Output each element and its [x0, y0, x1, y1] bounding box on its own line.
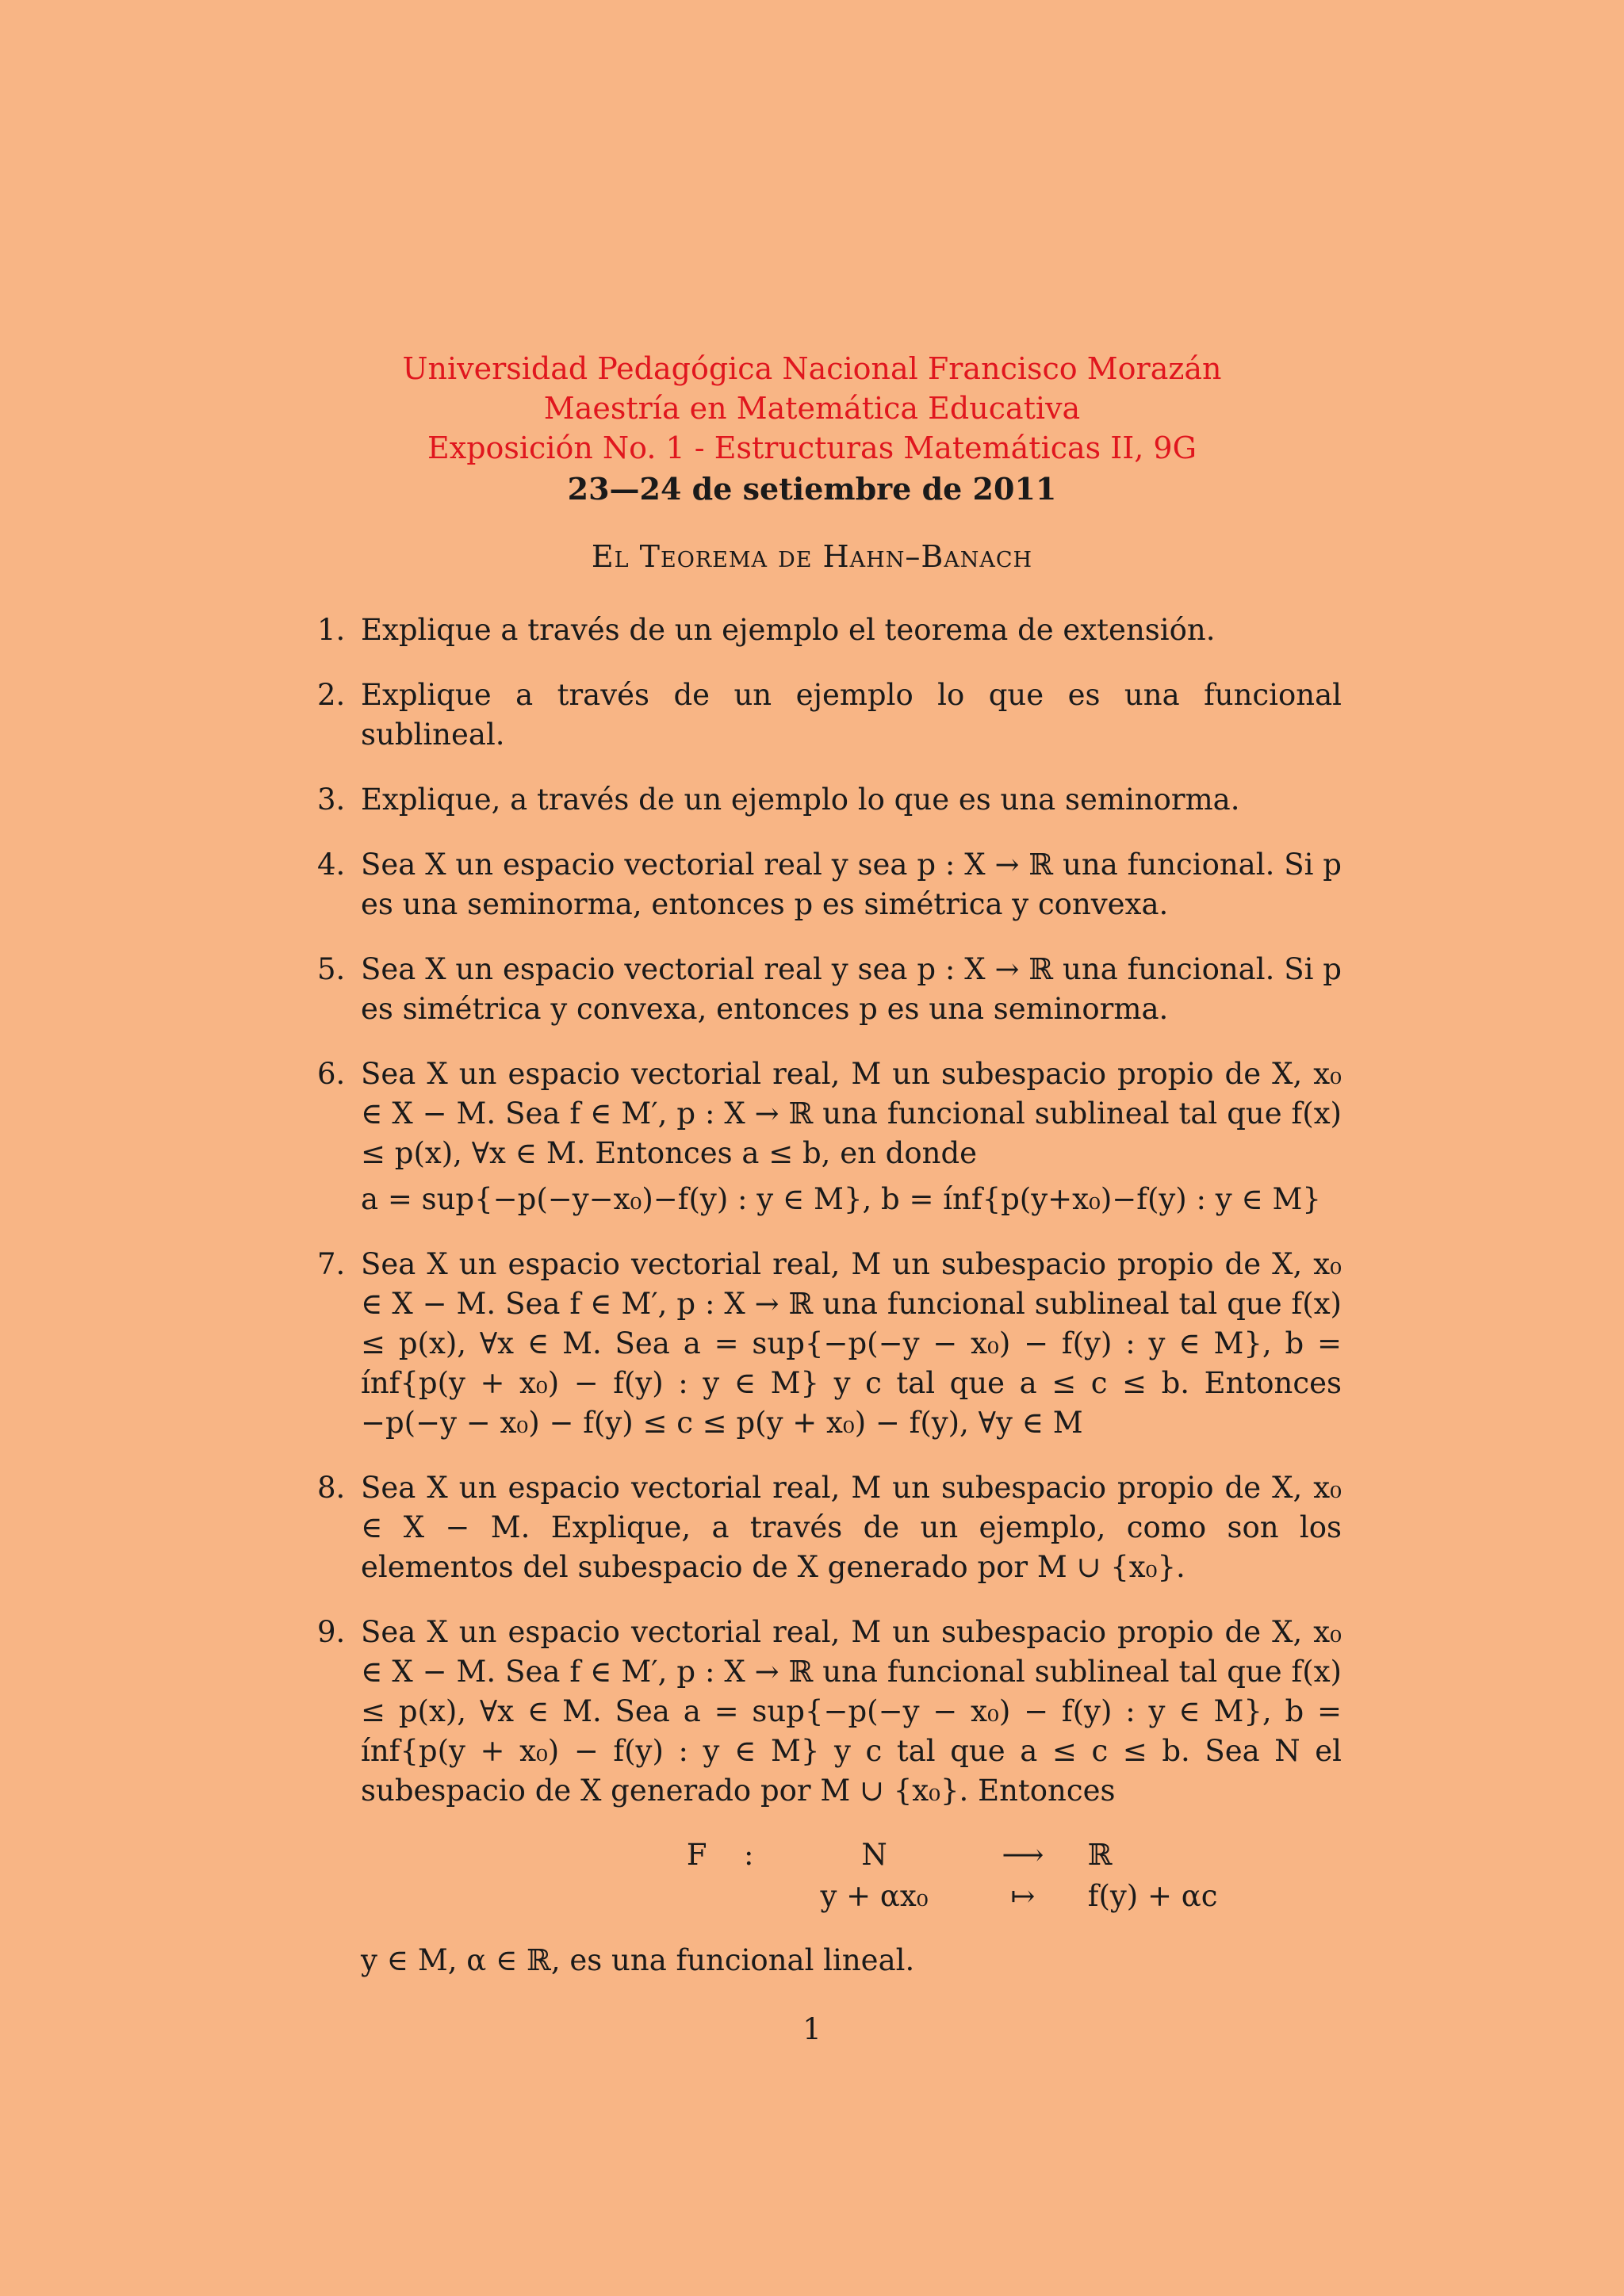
date-line: 23—24 de setiembre de 2011	[567, 471, 1057, 507]
item-number: 6.	[317, 1057, 346, 1091]
item-number: 3.	[317, 783, 346, 817]
list-item	[317, 845, 1342, 924]
item-text: Sea X un espacio vectorial real, M un subespacio propio de X, x₀ ∈ X − M. Sea f ∈ M′, p : X → ℝ una funcional sublineal tal que f(x) ≤ p(x), ∀x ∈ M. Sea a = sup{−p(−y − x₀) − f(y) : y ∈ M}, b = ínf{p(y + x₀) − f(y) : y ∈ M} y c tal que a ≤ c ≤ b. Entonces −p(−y − x₀) − f(y) ≤ c ≤ p(y + x₀) − f(y), ∀y ∈ M	[361, 1247, 1342, 1440]
item-text: Sea X un espacio vectorial real y sea p : X → ℝ una funcional. Si p es una seminorma, entonces p es simétrica y convexa.	[361, 848, 1342, 921]
program-name: Maestría en Matemática Educativa	[543, 391, 1081, 426]
list-item	[317, 610, 1342, 650]
page-number: 1	[802, 2012, 822, 2046]
map-mapsto: ↦	[1010, 1879, 1036, 1913]
mapping-row	[361, 1876, 1342, 1917]
item-text: Sea X un espacio vectorial real, M un subespacio propio de X, x₀ ∈ X − M. Sea f ∈ M′, p : X → ℝ una funcional sublineal tal que f(x) ≤ p(x), ∀x ∈ M. Sea a = sup{−p(−y − x₀) − f(y) : y ∈ M}, b = ínf{p(y + x₀) − f(y) : y ∈ M} y c tal que a ≤ c ≤ b. Sea N el subespacio de X generado por M ∪ {x₀}. Entonces	[361, 1615, 1342, 1808]
list-item	[317, 950, 1342, 1029]
document-title: El Teorema de Hahn–Banach	[591, 539, 1033, 574]
display-equation: a = sup{−p(−y−x₀)−f(y) : y ∈ M}, b = ínf{p(y+x₀)−f(y) : y ∈ M}	[361, 1182, 1321, 1216]
item-text: Explique a través de un ejemplo el teorema de extensión.	[361, 613, 1216, 647]
map-arrow: ⟶	[1002, 1838, 1044, 1872]
mapping-row	[361, 1835, 1342, 1876]
list-item	[317, 780, 1342, 820]
header	[0, 349, 1624, 511]
item-number: 5.	[317, 952, 346, 986]
list-item	[317, 1245, 1342, 1443]
list-item	[317, 1054, 1342, 1219]
item-text: Sea X un espacio vectorial real y sea p : X → ℝ una funcional. Si p es simétrica y convexa, entonces p es una seminorma.	[361, 952, 1342, 1026]
map-name: F	[686, 1838, 707, 1872]
item-conclusion: y ∈ M, α ∈ ℝ, es una funcional lineal.	[361, 1943, 915, 1977]
course-name: Exposición No. 1 - Estructuras Matemáticas II, 9G	[427, 430, 1197, 465]
item-number: 9.	[317, 1615, 346, 1649]
item-number: 4.	[317, 848, 346, 882]
item-number: 8.	[317, 1471, 346, 1505]
item-number: 1.	[317, 613, 346, 647]
list-item	[317, 1468, 1342, 1587]
mapping-definition	[361, 1835, 1342, 1917]
map-codomain: ℝ	[1087, 1838, 1113, 1872]
item-number: 2.	[317, 678, 346, 712]
map-domain: N	[861, 1838, 887, 1872]
item-text: Explique, a través de un ejemplo lo que es una seminorma.	[361, 783, 1240, 817]
item-number: 7.	[317, 1247, 346, 1281]
map-colon: :	[744, 1838, 754, 1872]
list-item	[317, 675, 1342, 755]
exercise-list	[317, 610, 1342, 2006]
list-item	[317, 1613, 1342, 1980]
map-output: f(y) + αc	[1087, 1879, 1218, 1913]
map-input: y + αx₀	[820, 1879, 929, 1913]
item-text: Sea X un espacio vectorial real, M un subespacio propio de X, x₀ ∈ X − M. Sea f ∈ M′, p : X → ℝ una funcional sublineal tal que f(x) ≤ p(x), ∀x ∈ M. Entonces a ≤ b, en donde	[361, 1057, 1342, 1170]
item-text: Explique a través de un ejemplo lo que es una funcional sublineal.	[361, 678, 1342, 752]
university-name: Universidad Pedagógica Nacional Francisco Morazán	[402, 351, 1222, 386]
item-text: Sea X un espacio vectorial real, M un subespacio propio de X, x₀ ∈ X − M. Explique, a través de un ejemplo, como son los elementos del subespacio de X generado por M ∪ {x₀}.	[361, 1471, 1342, 1584]
